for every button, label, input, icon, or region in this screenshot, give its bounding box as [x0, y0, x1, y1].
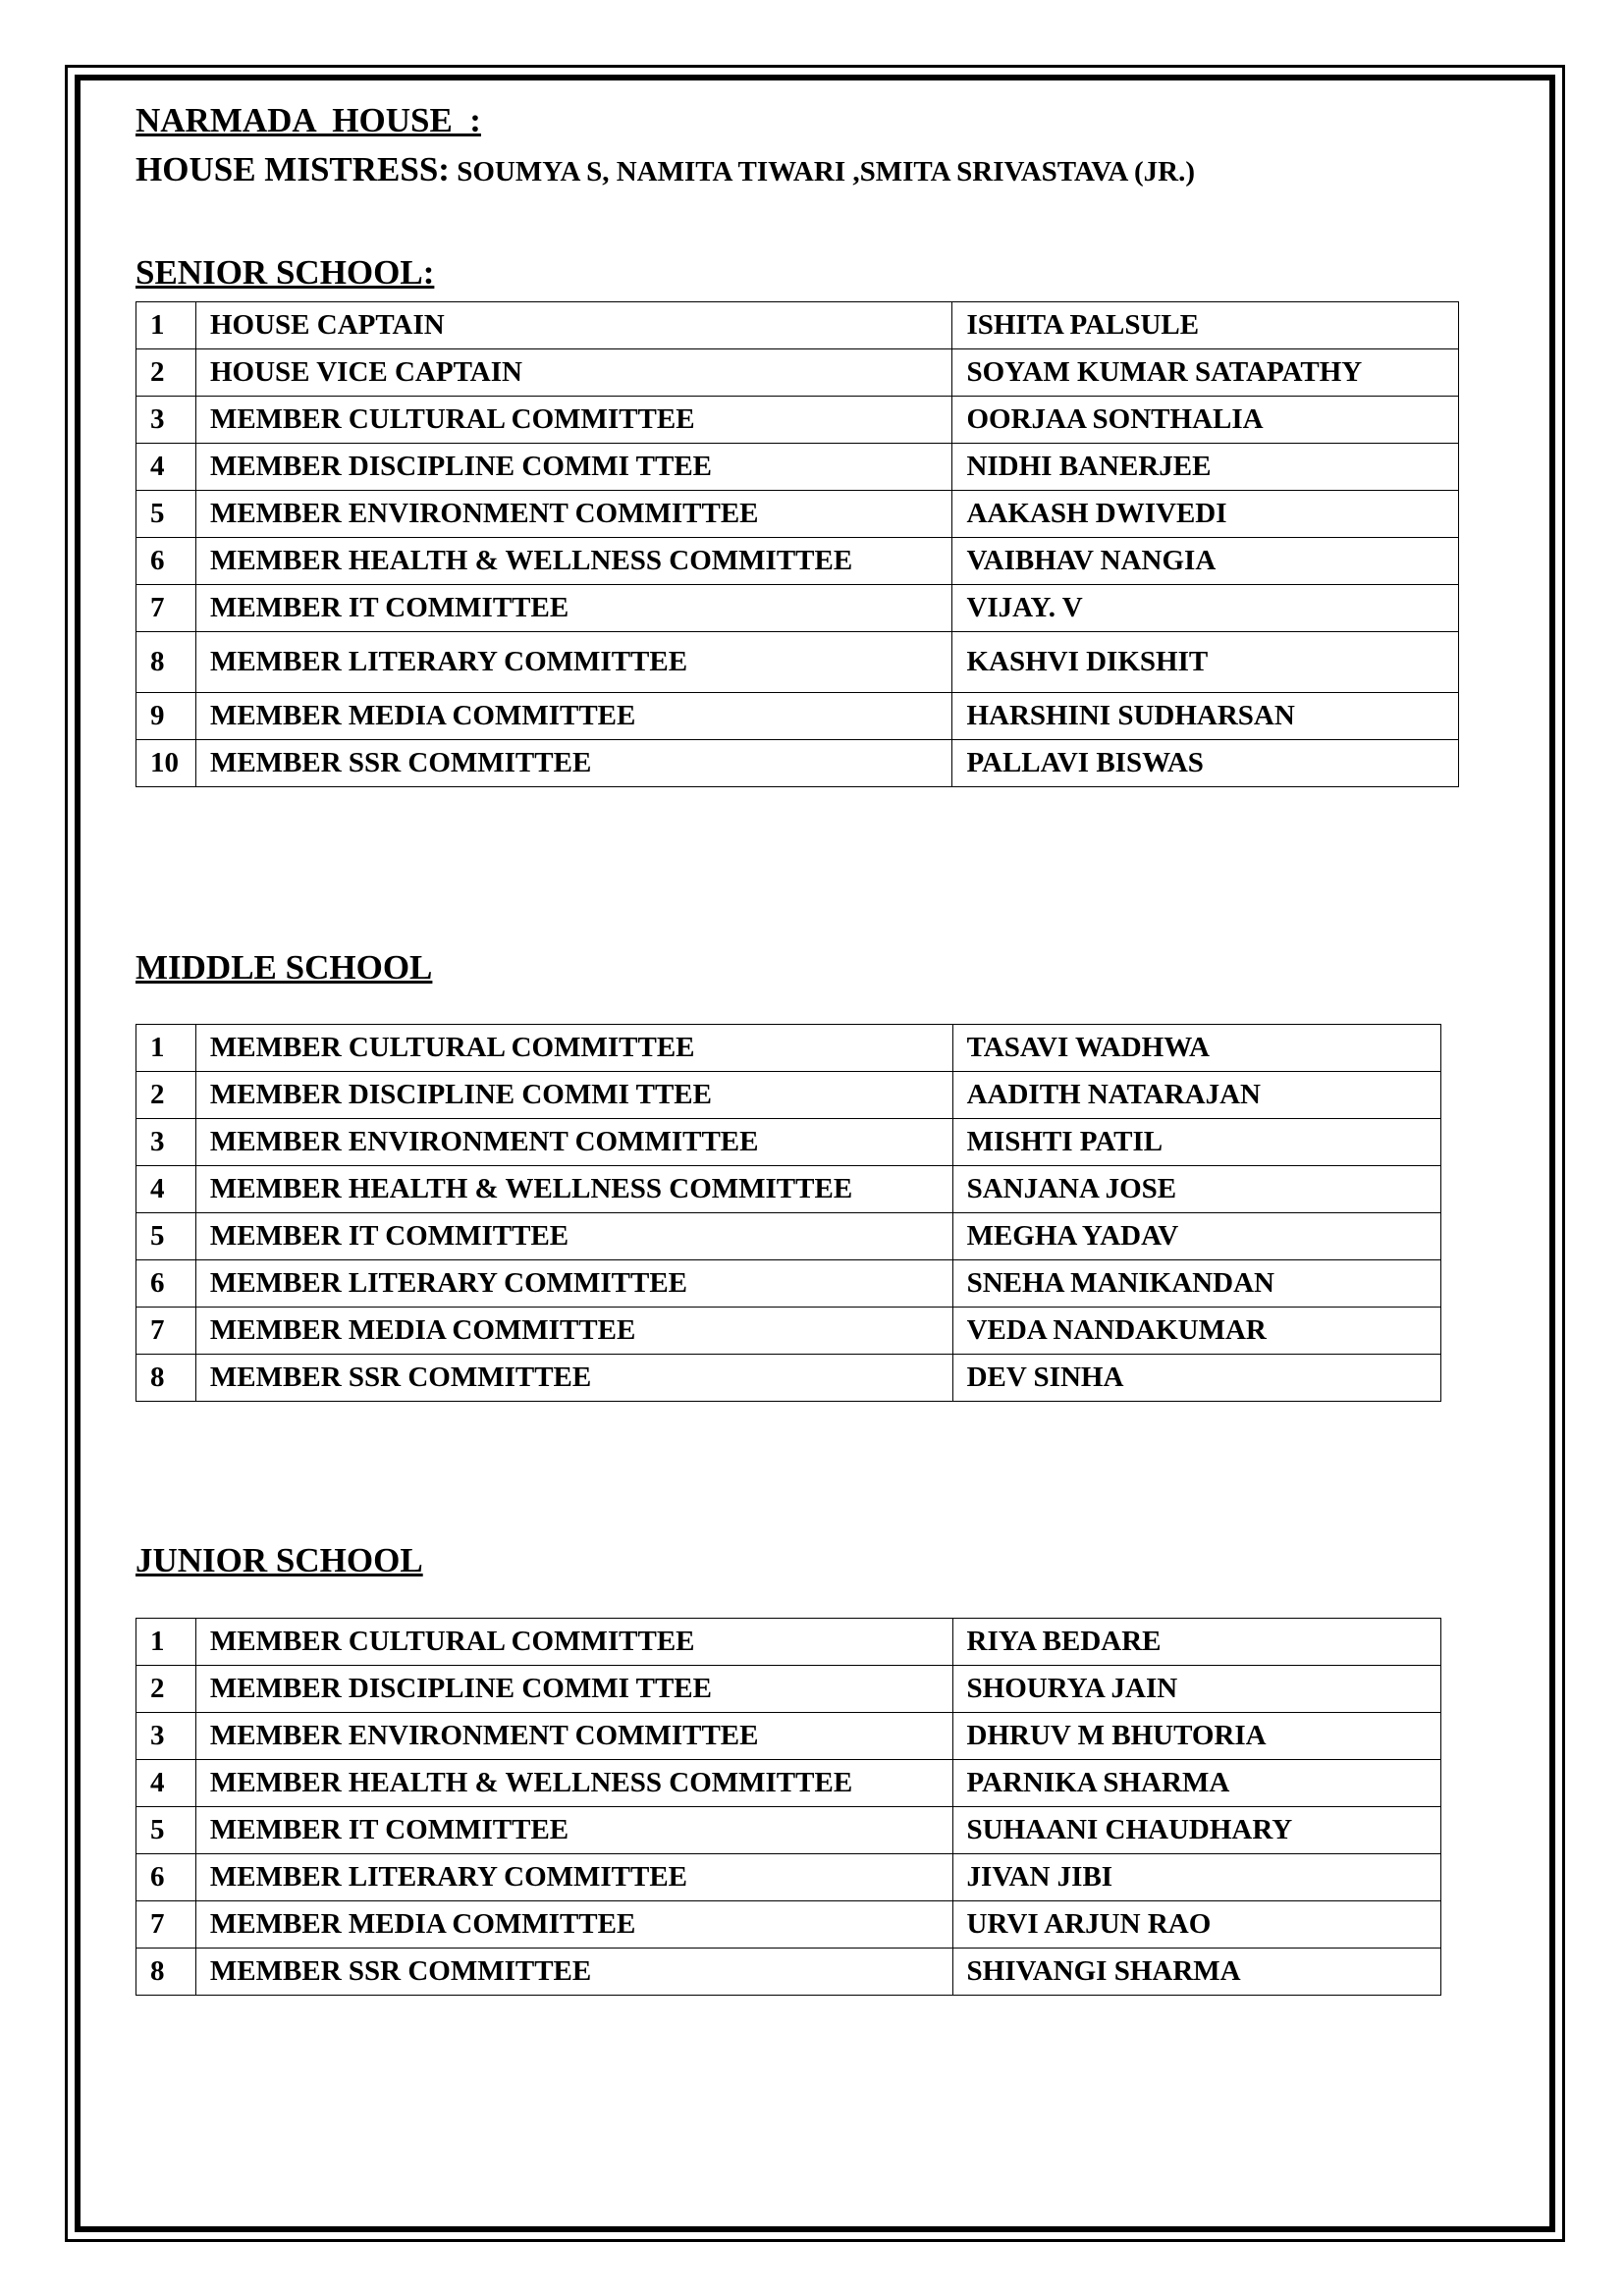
table-row [136, 1760, 1441, 1807]
member-name: DEV SINHA [952, 1355, 1440, 1402]
house-title: NARMADA HOUSE : [135, 101, 481, 139]
table-row [136, 632, 1459, 693]
table-row [136, 491, 1459, 538]
member-name: SHOURYA JAIN [952, 1666, 1440, 1713]
member-name: SUHAANI CHAUDHARY [952, 1807, 1440, 1854]
table-row [136, 302, 1459, 349]
table-row [136, 1308, 1441, 1355]
member-name: VAIBHAV NANGIA [952, 538, 1459, 585]
row-number: 8 [136, 1949, 196, 1996]
row-number: 7 [136, 1901, 196, 1949]
table-row [136, 1807, 1441, 1854]
middle-school-table [135, 1024, 1441, 1402]
committee-role: MEMBER CULTURAL COMMITTEE [195, 1025, 952, 1072]
committee-role: HOUSE CAPTAIN [195, 302, 951, 349]
member-name: VIJAY. V [952, 585, 1459, 632]
row-number: 4 [136, 444, 196, 491]
committee-role: MEMBER DISCIPLINE COMMI TTEE [195, 444, 951, 491]
row-number: 4 [136, 1760, 196, 1807]
member-name: AADITH NATARAJAN [952, 1072, 1440, 1119]
table-row [136, 1619, 1441, 1666]
committee-role: MEMBER MEDIA COMMITTEE [195, 693, 951, 740]
member-name: MISHTI PATIL [952, 1119, 1440, 1166]
table-row [136, 740, 1459, 787]
house-mistress-line [135, 145, 1490, 201]
row-number: 10 [136, 740, 196, 787]
row-number: 3 [136, 397, 196, 444]
table-row [136, 1119, 1441, 1166]
member-name: NIDHI BANERJEE [952, 444, 1459, 491]
committee-role: MEMBER ENVIRONMENT COMMITTEE [195, 491, 951, 538]
table-row [136, 1949, 1441, 1996]
table-row [136, 1072, 1441, 1119]
member-name: RIYA BEDARE [952, 1619, 1440, 1666]
committee-role: MEMBER SSR COMMITTEE [195, 1355, 952, 1402]
member-name: SOYAM KUMAR SATAPATHY [952, 349, 1459, 397]
member-name: VEDA NANDAKUMAR [952, 1308, 1440, 1355]
row-number: 8 [136, 632, 196, 693]
senior-school-heading: SENIOR SCHOOL: [135, 253, 435, 292]
table-row [136, 1666, 1441, 1713]
row-number: 8 [136, 1355, 196, 1402]
junior-school-table [135, 1618, 1441, 1996]
member-name: MEGHA YADAV [952, 1213, 1440, 1260]
table-row [136, 444, 1459, 491]
row-number: 6 [136, 1854, 196, 1901]
committee-role: MEMBER CULTURAL COMMITTEE [195, 397, 951, 444]
committee-role: HOUSE VICE CAPTAIN [195, 349, 951, 397]
committee-role: MEMBER LITERARY COMMITTEE [195, 632, 951, 693]
committee-role: MEMBER HEALTH & WELLNESS COMMITTEE [195, 1166, 952, 1213]
senior-school-table [135, 301, 1459, 787]
member-name: SNEHA MANIKANDAN [952, 1260, 1440, 1308]
member-name: ISHITA PALSULE [952, 302, 1459, 349]
document-content [135, 96, 1490, 1987]
row-number: 2 [136, 1072, 196, 1119]
table-row [136, 1355, 1441, 1402]
member-name: JIVAN JIBI [952, 1854, 1440, 1901]
committee-role: MEMBER ENVIRONMENT COMMITTEE [195, 1713, 952, 1760]
committee-role: MEMBER ENVIRONMENT COMMITTEE [195, 1119, 952, 1166]
member-name: DHRUV M BHUTORIA [952, 1713, 1440, 1760]
member-name: AAKASH DWIVEDI [952, 491, 1459, 538]
row-number: 6 [136, 1260, 196, 1308]
row-number: 1 [136, 1025, 196, 1072]
member-name: TASAVI WADHWA [952, 1025, 1440, 1072]
committee-role: MEMBER LITERARY COMMITTEE [195, 1260, 952, 1308]
row-number: 4 [136, 1166, 196, 1213]
row-number: 7 [136, 585, 196, 632]
committee-role: MEMBER MEDIA COMMITTEE [195, 1308, 952, 1355]
row-number: 9 [136, 693, 196, 740]
committee-role: MEMBER DISCIPLINE COMMI TTEE [195, 1072, 952, 1119]
table-row [136, 538, 1459, 585]
committee-role: MEMBER IT COMMITTEE [195, 1213, 952, 1260]
row-number: 7 [136, 1308, 196, 1355]
member-name: PALLAVI BISWAS [952, 740, 1459, 787]
committee-role: MEMBER HEALTH & WELLNESS COMMITTEE [195, 538, 951, 585]
row-number: 3 [136, 1713, 196, 1760]
member-name: URVI ARJUN RAO [952, 1901, 1440, 1949]
row-number: 3 [136, 1119, 196, 1166]
row-number: 2 [136, 349, 196, 397]
table-row [136, 1260, 1441, 1308]
table-row [136, 349, 1459, 397]
committee-role: MEMBER SSR COMMITTEE [195, 740, 951, 787]
committee-role: MEMBER CULTURAL COMMITTEE [195, 1619, 952, 1666]
committee-role: MEMBER IT COMMITTEE [195, 585, 951, 632]
table-row [136, 585, 1459, 632]
member-name: SHIVANGI SHARMA [952, 1949, 1440, 1996]
committee-role: MEMBER MEDIA COMMITTEE [195, 1901, 952, 1949]
member-name: KASHVI DIKSHIT [952, 632, 1459, 693]
table-row [136, 1854, 1441, 1901]
row-number: 1 [136, 1619, 196, 1666]
middle-school-heading: MIDDLE SCHOOL [135, 948, 433, 987]
table-row [136, 1213, 1441, 1260]
row-number: 1 [136, 302, 196, 349]
house-mistress-label: HOUSE MISTRESS: [135, 150, 450, 188]
table-row [136, 1166, 1441, 1213]
house-mistress-names: SOUMYA S, NAMITA TIWARI ,SMITA SRIVASTAVA (JR.) [449, 156, 1196, 187]
row-number: 6 [136, 538, 196, 585]
committee-role: MEMBER LITERARY COMMITTEE [195, 1854, 952, 1901]
row-number: 5 [136, 1213, 196, 1260]
row-number: 5 [136, 491, 196, 538]
member-name: PARNIKA SHARMA [952, 1760, 1440, 1807]
committee-role: MEMBER DISCIPLINE COMMI TTEE [195, 1666, 952, 1713]
committee-role: MEMBER SSR COMMITTEE [195, 1949, 952, 1996]
committee-role: MEMBER HEALTH & WELLNESS COMMITTEE [195, 1760, 952, 1807]
junior-school-heading: JUNIOR SCHOOL [135, 1541, 423, 1579]
table-row [136, 1901, 1441, 1949]
table-row [136, 397, 1459, 444]
table-row [136, 1713, 1441, 1760]
row-number: 2 [136, 1666, 196, 1713]
table-row [136, 693, 1459, 740]
member-name: SANJANA JOSE [952, 1166, 1440, 1213]
table-row [136, 1025, 1441, 1072]
member-name: OORJAA SONTHALIA [952, 397, 1459, 444]
committee-role: MEMBER IT COMMITTEE [195, 1807, 952, 1854]
member-name: HARSHINI SUDHARSAN [952, 693, 1459, 740]
row-number: 5 [136, 1807, 196, 1854]
